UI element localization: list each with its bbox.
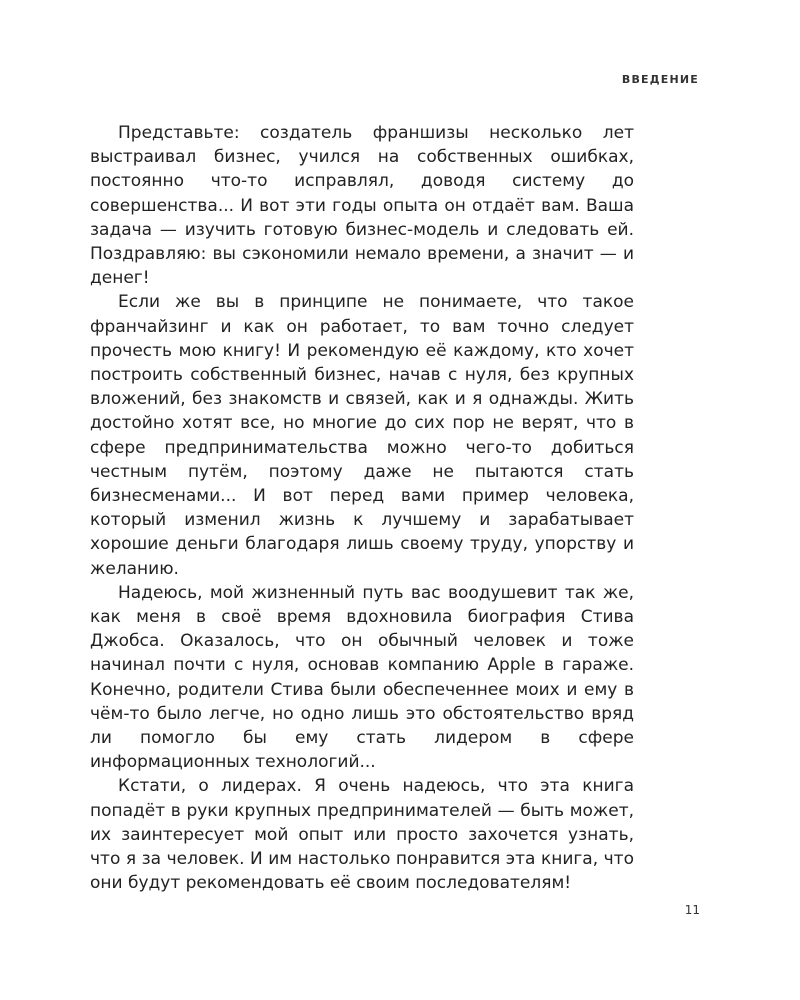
paragraph-1: Представьте: создатель франшизы несколько лет выстраивал бизнес, учился на собственных ошибках, постоянно что-то исправлял, доводя систему до совершенства... И вот эти годы опыта он отдаёт вам. Ваша задача — изучить готовую бизнес-модель и следовать ей. Поздравляю: вы сэкономили немало времени, а значит — и денег! [90,123,634,289]
paragraph-4: Кстати, о лидерах. Я очень надеюсь, что эта книга попадёт в руки крупных предпринимателей — быть может, их заинтересует мой опыт или просто захочется узнать, что я за человек. И им настолько понравится эта книга, что они будут рекомендовать её своим последователям! [90,776,634,894]
page-number: 11 [684,903,700,917]
paragraph-3: Надеюсь, мой жизненный путь вас воодушевит так же, как меня в своё время вдохновила биография Стива Джобса. Оказалось, что он обычный человек и тоже начинал почти с нуля, основав компанию Apple в гараже. Конечно, родители Стива были обеспеченнее моих и ему в чём-то было легче, но одно лишь это обстоятельство вряд ли помогло бы ему стать лидером в сфере информационных технологий... [90,582,634,773]
paragraph-2: Если же вы в принципе не понимаете, что такое франчайзинг и как он работает, то вам точно следует прочесть мою книгу! И рекомендую её каждому, кто хочет построить собственный бизнес, начав с нуля, без крупных вложений, без знакомств и связей, как и я однажды. Жить достойно хотят все, но многие до сих пор не верят, что в сфере предпринимательства можно чего-то добиться честным путём, поэтому даже не пытаются стать бизнесменами... И вот перед вами пример человека, который изменил жизнь к лучшему и зарабатывает хорошие деньги благодаря лишь своему труду, упорству и желанию. [90,292,634,579]
running-head: ВВЕДЕНИЕ [621,73,699,86]
body-text [90,121,634,896]
